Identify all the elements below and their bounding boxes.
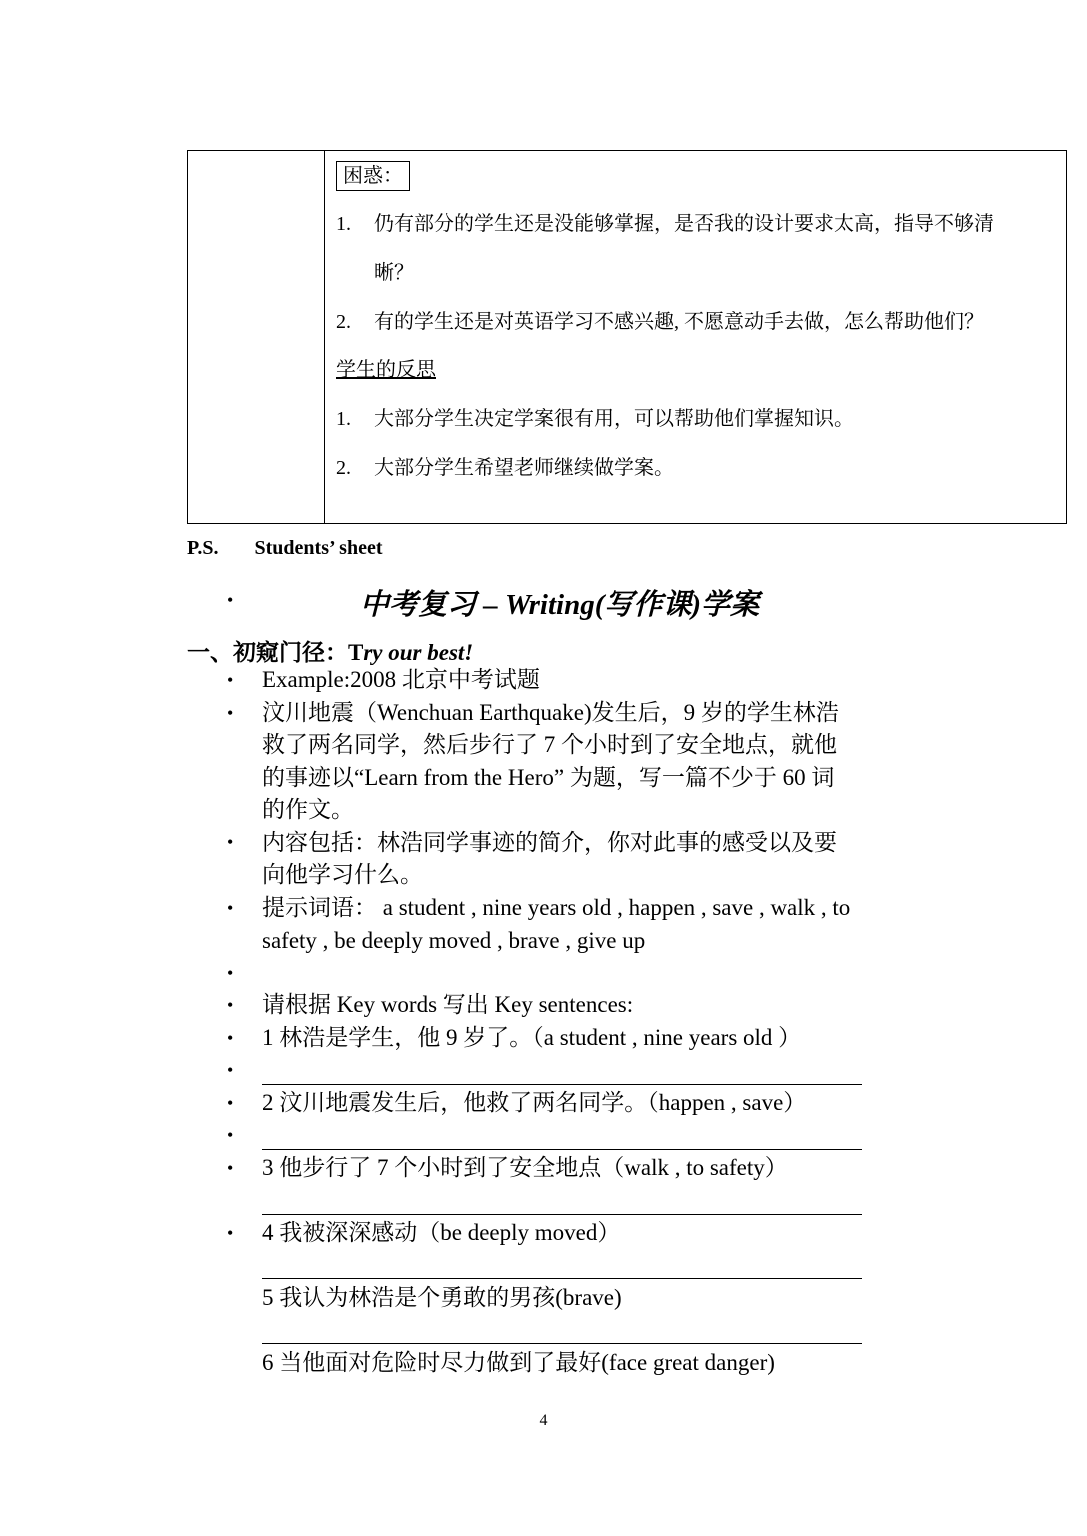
student-item-2: 2. 大部分学生希望老师继续做学案。	[336, 457, 674, 479]
sentence-4: 4 我被深深感动（be deeply moved）	[262, 1220, 621, 1245]
instruction-line: 请根据 Key words 写出 Key sentences:	[262, 992, 634, 1017]
sentence-6: 6 当他面对危险时尽力做到了最好(face great danger)	[262, 1350, 775, 1375]
bullet-icon: •	[227, 1060, 234, 1080]
bullet-icon: •	[227, 1093, 234, 1113]
page-number: 4	[539, 1412, 548, 1429]
sheet-title: 中考复习 – Writing(写作课)学案	[360, 589, 760, 621]
bullet-icon: •	[227, 590, 234, 610]
sentence-2: 2 汶川地震发生后，他救了两名同学。（happen , save）	[262, 1090, 807, 1115]
bullet-icon: •	[227, 670, 234, 690]
sentence-1: 1 林浩是学生，他 9 岁了。（a student , nine years old ）	[262, 1025, 802, 1050]
content-line-2: 向他学习什么。	[262, 862, 423, 887]
confusion-label: 困惑：	[336, 161, 410, 191]
task-line-4: 的作文。	[262, 797, 354, 822]
bullet-icon: •	[227, 1028, 234, 1048]
example-line: Example:2008 北京中考试题	[262, 667, 540, 692]
bullet-icon: •	[227, 832, 234, 852]
answer-blank-5[interactable]	[262, 1343, 862, 1344]
hint-line-1: 提示词语： a student , nine years old , happen , save , walk , to	[262, 895, 851, 920]
task-line-1: 汶川地震（Wenchuan Earthquake)发生后，9 岁的学生林浩	[262, 700, 839, 725]
content-line-1: 内容包括：林浩同学事迹的简介，你对此事的感受以及要	[262, 830, 837, 855]
confusion-item-2: 2. 有的学生还是对英语学习不感兴趣, 不愿意动手去做，怎么帮助他们？	[336, 311, 984, 333]
hint-line-2: safety , be deeply moved , brave , give up	[262, 928, 646, 953]
bullet-icon: •	[227, 703, 234, 723]
answer-blank-2[interactable]	[262, 1149, 862, 1150]
bullet-icon: •	[227, 995, 234, 1015]
bullet-icon: •	[227, 1223, 234, 1243]
bullet-icon: •	[227, 1125, 234, 1145]
ps-line	[187, 536, 382, 560]
section-heading: 一、初窥门径：Try our best!	[187, 640, 474, 665]
ps-label: P.S.	[187, 537, 219, 559]
answer-blank-4[interactable]	[262, 1278, 862, 1279]
confusion-item-1: 1. 仍有部分的学生还是没能够掌握，是否我的设计要求太高，指导不够清	[336, 213, 994, 235]
task-line-2: 救了两名同学，然后步行了 7 个小时到了安全地点，就他	[262, 732, 837, 757]
confusion-item-1-cont: 晰？	[374, 262, 414, 284]
bullet-icon: •	[227, 898, 234, 918]
sentence-3: 3 他步行了 7 个小时到了安全地点（walk , to safety）	[262, 1155, 788, 1180]
student-item-1: 1. 大部分学生决定学案很有用，可以帮助他们掌握知识。	[336, 408, 854, 430]
student-reflection-label: 学生的反思	[336, 359, 436, 381]
table-divider	[324, 151, 325, 523]
sentence-5: 5 我认为林浩是个勇敢的男孩(brave)	[262, 1285, 622, 1310]
answer-blank-1[interactable]	[262, 1084, 862, 1085]
ps-text: Students’ sheet	[254, 537, 383, 559]
bullet-icon: •	[227, 963, 234, 983]
answer-blank-3[interactable]	[262, 1214, 862, 1215]
bullet-icon: •	[227, 1158, 234, 1178]
task-line-3: 的事迹以“Learn from the Hero” 为题，写一篇不少于 60 词	[262, 765, 835, 790]
reflection-table	[187, 150, 1067, 524]
